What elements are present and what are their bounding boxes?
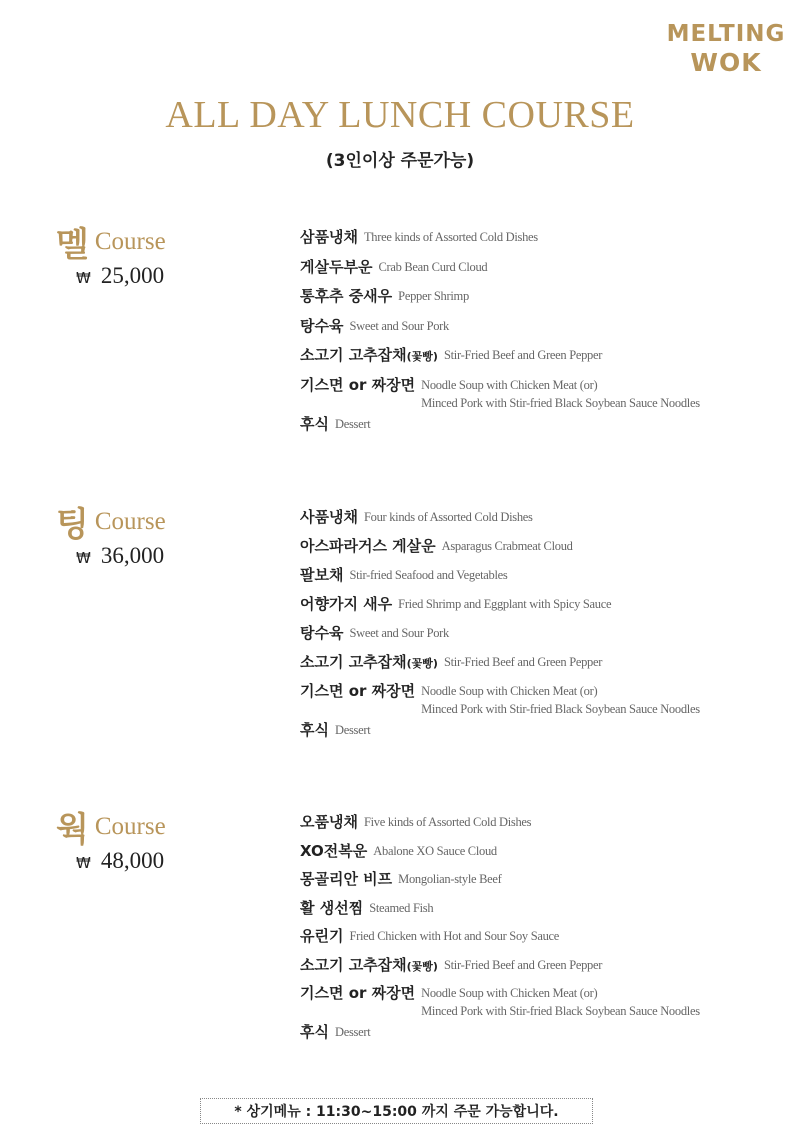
item-english: Four kinds of Assorted Cold Dishes (363, 510, 533, 524)
item-english: Sweet and Sour Pork (349, 626, 449, 640)
item-korean: 탕수육 (300, 316, 344, 335)
item-english: Dessert (334, 416, 371, 431)
menu-item (300, 414, 780, 444)
course-name-english: Course (94, 812, 166, 840)
course-name-korean: 웍 (56, 810, 89, 850)
item-korean: 통후추 중새우 (300, 287, 393, 305)
item-english: Dessert (334, 1025, 371, 1039)
item-english-line-2: Minced Pork with Stir-fried Black Soybean Sauce Noodles (421, 702, 700, 716)
item-english: Sweet and Sour Pork (349, 318, 449, 333)
item-english: Five kinds of Assorted Cold Dishes (363, 815, 532, 829)
menu-item (300, 507, 780, 536)
course-name-korean: 멜 (56, 225, 89, 265)
item-korean: 후식 (300, 414, 329, 433)
menu-item (300, 286, 780, 316)
menu-item-list (300, 507, 780, 749)
course-name-english: Course (94, 507, 166, 535)
logo-line-2: WOK (690, 48, 762, 77)
menu-item (300, 983, 780, 1022)
item-korean: 팔보채 (300, 566, 344, 584)
price-value: 48,000 (100, 848, 165, 873)
menu-item (300, 345, 780, 375)
menu-item (300, 812, 780, 841)
menu-item (300, 565, 780, 594)
menu-item (300, 841, 780, 870)
item-english: Steamed Fish (369, 900, 434, 915)
menu-item (300, 536, 780, 565)
item-english: Asparagus Crabmeat Cloud (441, 539, 573, 553)
course-name-english: Course (94, 227, 166, 255)
item-korean: 오품냉채 (300, 813, 358, 831)
item-korean: 소고기 고추잡채(꽃빵) (300, 653, 438, 671)
menu-item (300, 1022, 780, 1051)
item-korean-note: (꽃빵) (406, 959, 438, 973)
item-english: Stir-Fried Beef and Green Pepper (443, 957, 603, 972)
menu-item (300, 869, 780, 898)
item-english: Fried Chicken with Hot and Sour Soy Sauce (349, 929, 560, 943)
item-korean-note: (꽃빵) (406, 657, 438, 670)
menu-item (300, 257, 780, 287)
menu-item (300, 898, 780, 927)
item-korean: 기스면 or 짜장면 (300, 375, 416, 394)
item-korean: 유린기 (300, 927, 344, 945)
item-english: Noodle Soup with Chicken Meat (or) Minced Pork with Stir-fried Black Soybean Sauce Noodles (421, 684, 700, 716)
item-english: Noodle Soup with Chicken Meat (or) Minced Pork with Stir-fried Black Soybean Sauce Noodles (421, 377, 700, 410)
item-korean: 기스면 or 짜장면 (300, 984, 416, 1002)
menu-item (300, 375, 780, 414)
item-korean: 후식 (300, 1023, 329, 1041)
menu-item (300, 227, 780, 257)
item-english: Stir-Fried Beef and Green Pepper (443, 655, 603, 669)
menu-item-list (300, 227, 780, 443)
item-korean: 소고기 고추잡채(꽃빵) (300, 346, 438, 364)
item-korean: 사품냉채 (300, 508, 358, 526)
item-english: Noodle Soup with Chicken Meat (or) Minced Pork with Stir-fried Black Soybean Sauce Noodles (421, 986, 700, 1018)
item-korean-note: (꽃빵) (406, 350, 438, 363)
course-price (76, 263, 164, 289)
page-subtitle: (3인이상 주문가능) (325, 151, 475, 171)
course-name (56, 497, 166, 546)
item-english: Stir-Fried Beef and Green Pepper (443, 348, 603, 362)
item-english: Three kinds of Assorted Cold Dishes (363, 230, 538, 244)
currency-symbol: ₩ (76, 854, 91, 872)
item-korean: 기스면 or 짜장면 (300, 682, 416, 700)
item-english: Pepper Shrimp (398, 289, 469, 303)
item-korean: 삼품냉채 (300, 228, 358, 246)
menu-item-list (300, 812, 780, 1051)
menu-item (300, 955, 780, 984)
melting-wok-logo (666, 20, 786, 78)
menu-item (300, 926, 780, 955)
course-name-korean: 팅 (56, 505, 89, 545)
course-price (76, 543, 164, 569)
page-title: ALL DAY LUNCH COURSE (165, 94, 635, 136)
item-english-line-2: Minced Pork with Stir-fried Black Soybean Sauce Noodles (421, 395, 700, 410)
menu-item (300, 652, 780, 681)
menu-item (300, 681, 780, 720)
logo-line-1: MELTING (666, 21, 786, 47)
currency-symbol: ₩ (76, 549, 91, 567)
item-english: Fried Shrimp and Eggplant with Spicy Sauce (398, 597, 612, 611)
item-english: Crab Bean Curd Cloud (378, 259, 488, 274)
course-name (56, 217, 166, 266)
course-price (76, 848, 164, 874)
item-korean: 소고기 고추잡채(꽃빵) (300, 955, 438, 974)
menu-item (300, 594, 780, 623)
item-english: Abalone XO Sauce Cloud (373, 843, 497, 858)
item-korean: 후식 (300, 721, 329, 739)
menu-item (300, 623, 780, 652)
course-name (56, 802, 166, 851)
menu-item (300, 720, 780, 749)
item-korean: XO전복운 (300, 841, 368, 860)
item-english-line-2: Minced Pork with Stir-fried Black Soybean Sauce Noodles (421, 1004, 700, 1018)
menu-item (300, 316, 780, 346)
price-value: 25,000 (100, 263, 165, 288)
item-korean: 어향가지 새우 (300, 595, 393, 613)
item-english: Dessert (334, 723, 371, 737)
item-korean: 몽골리안 비프 (300, 870, 393, 888)
item-english: Mongolian-style Beef (398, 872, 502, 886)
item-korean: 게살두부운 (300, 257, 373, 276)
item-korean: 탕수육 (300, 624, 344, 642)
item-english: Stir-fried Seafood and Vegetables (349, 568, 508, 582)
item-korean: 활 생선찜 (300, 898, 364, 917)
item-korean: 아스파라거스 게살운 (300, 537, 436, 555)
currency-symbol: ₩ (76, 269, 91, 287)
price-value: 36,000 (100, 543, 165, 568)
ordering-hours-notice: * 상기메뉴 : 11:30~15:00 까지 주문 가능합니다. (200, 1098, 593, 1124)
